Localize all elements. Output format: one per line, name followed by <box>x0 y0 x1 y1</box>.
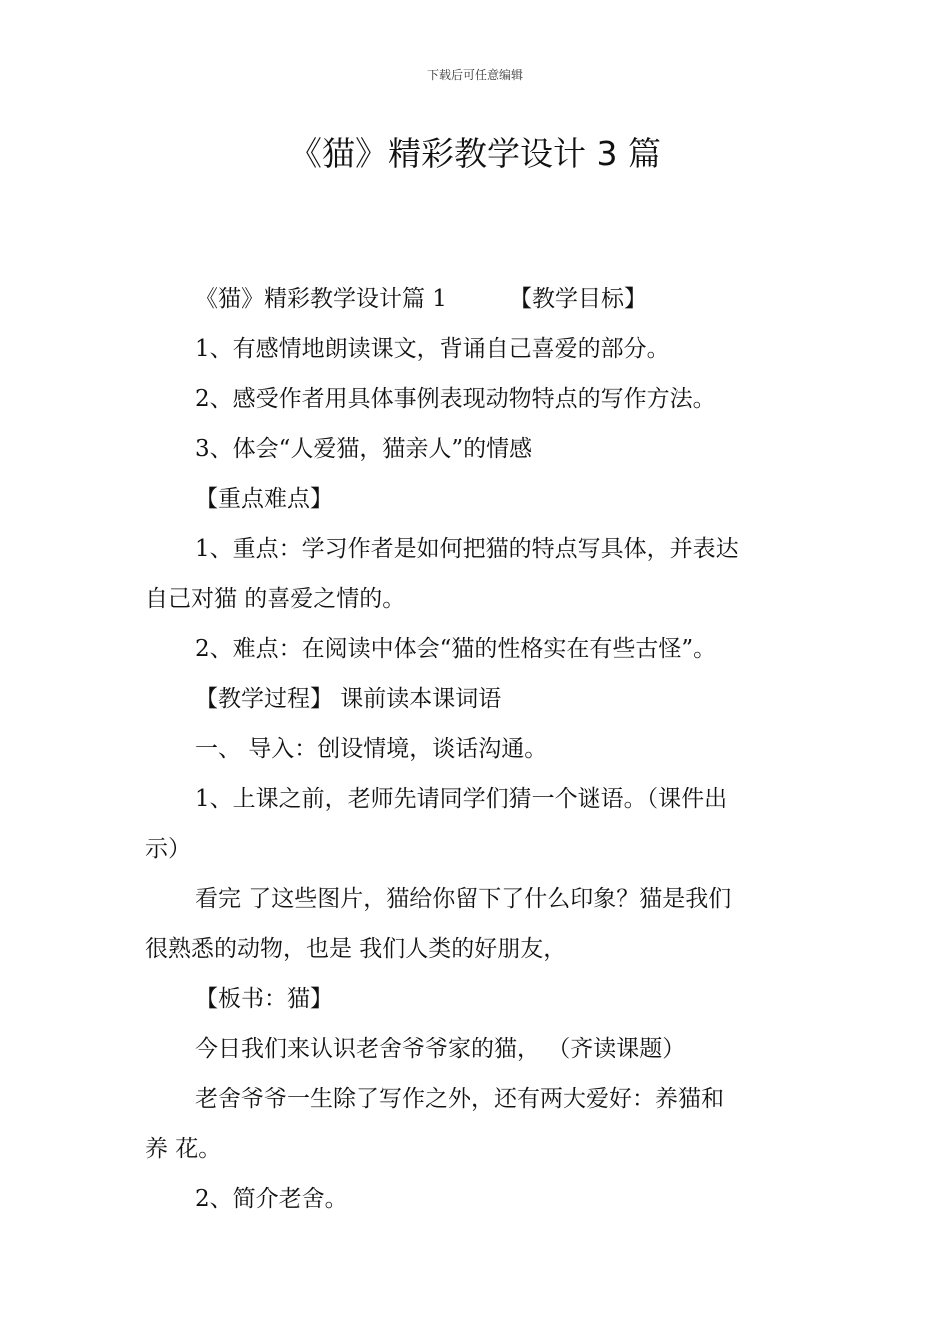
paragraph-hobbies: 老舍爷爷一生除了写作之外，还有两大爱好：养猫和 <box>195 1086 724 1112</box>
key-point-1: 1、重点：学习作者是如何把猫的特点写具体，并表达 <box>195 536 739 562</box>
key-point-1-continued: 自己对猫 的喜爱之情的。 <box>145 586 406 612</box>
step-1-continued: 示） <box>145 836 191 862</box>
step-1: 1、上课之前，老师先请同学们猜一个谜语。（课件出 <box>195 786 728 812</box>
paragraph-today: 今日我们来认识老舍爷爷家的猫， （齐读课题） <box>195 1036 686 1062</box>
key-points-heading: 【重点难点】 <box>195 486 333 512</box>
step-2: 2、简介老舍。 <box>195 1186 348 1212</box>
header-note: 下载后可任意编辑 <box>426 68 523 82</box>
document-title: 《猫》精彩教学设计 3 篇 <box>289 134 661 173</box>
goal-item-3: 3、体会“人爱猫，猫亲人”的情感 <box>195 436 533 462</box>
blackboard-note: 【板书：猫】 <box>195 986 333 1012</box>
goal-item-2: 2、感受作者用具体事例表现动物特点的写作方法。 <box>195 386 716 412</box>
teaching-goals-heading: 【教学目标】 <box>508 286 647 312</box>
section-heading-line <box>195 284 647 314</box>
paragraph-impression: 看完 了这些图片，猫给你留下了什么印象？猫是我们 <box>195 886 732 912</box>
section-title: 《猫》精彩教学设计篇 1 <box>195 286 447 312</box>
teaching-process-heading: 【教学过程】 课前读本课词语 <box>195 686 502 712</box>
paragraph-impression-continued: 很熟悉的动物，也是 我们人类的好朋友， <box>145 936 567 962</box>
key-point-2: 2、难点：在阅读中体会“猫的性格实在有些古怪”。 <box>195 636 717 662</box>
paragraph-hobbies-continued: 养 花。 <box>145 1136 222 1162</box>
goal-item-1: 1、有感情地朗读课文，背诵自己喜爱的部分。 <box>195 336 670 362</box>
step-intro: 一、 导入：创设情境，谈话沟通。 <box>195 736 548 762</box>
